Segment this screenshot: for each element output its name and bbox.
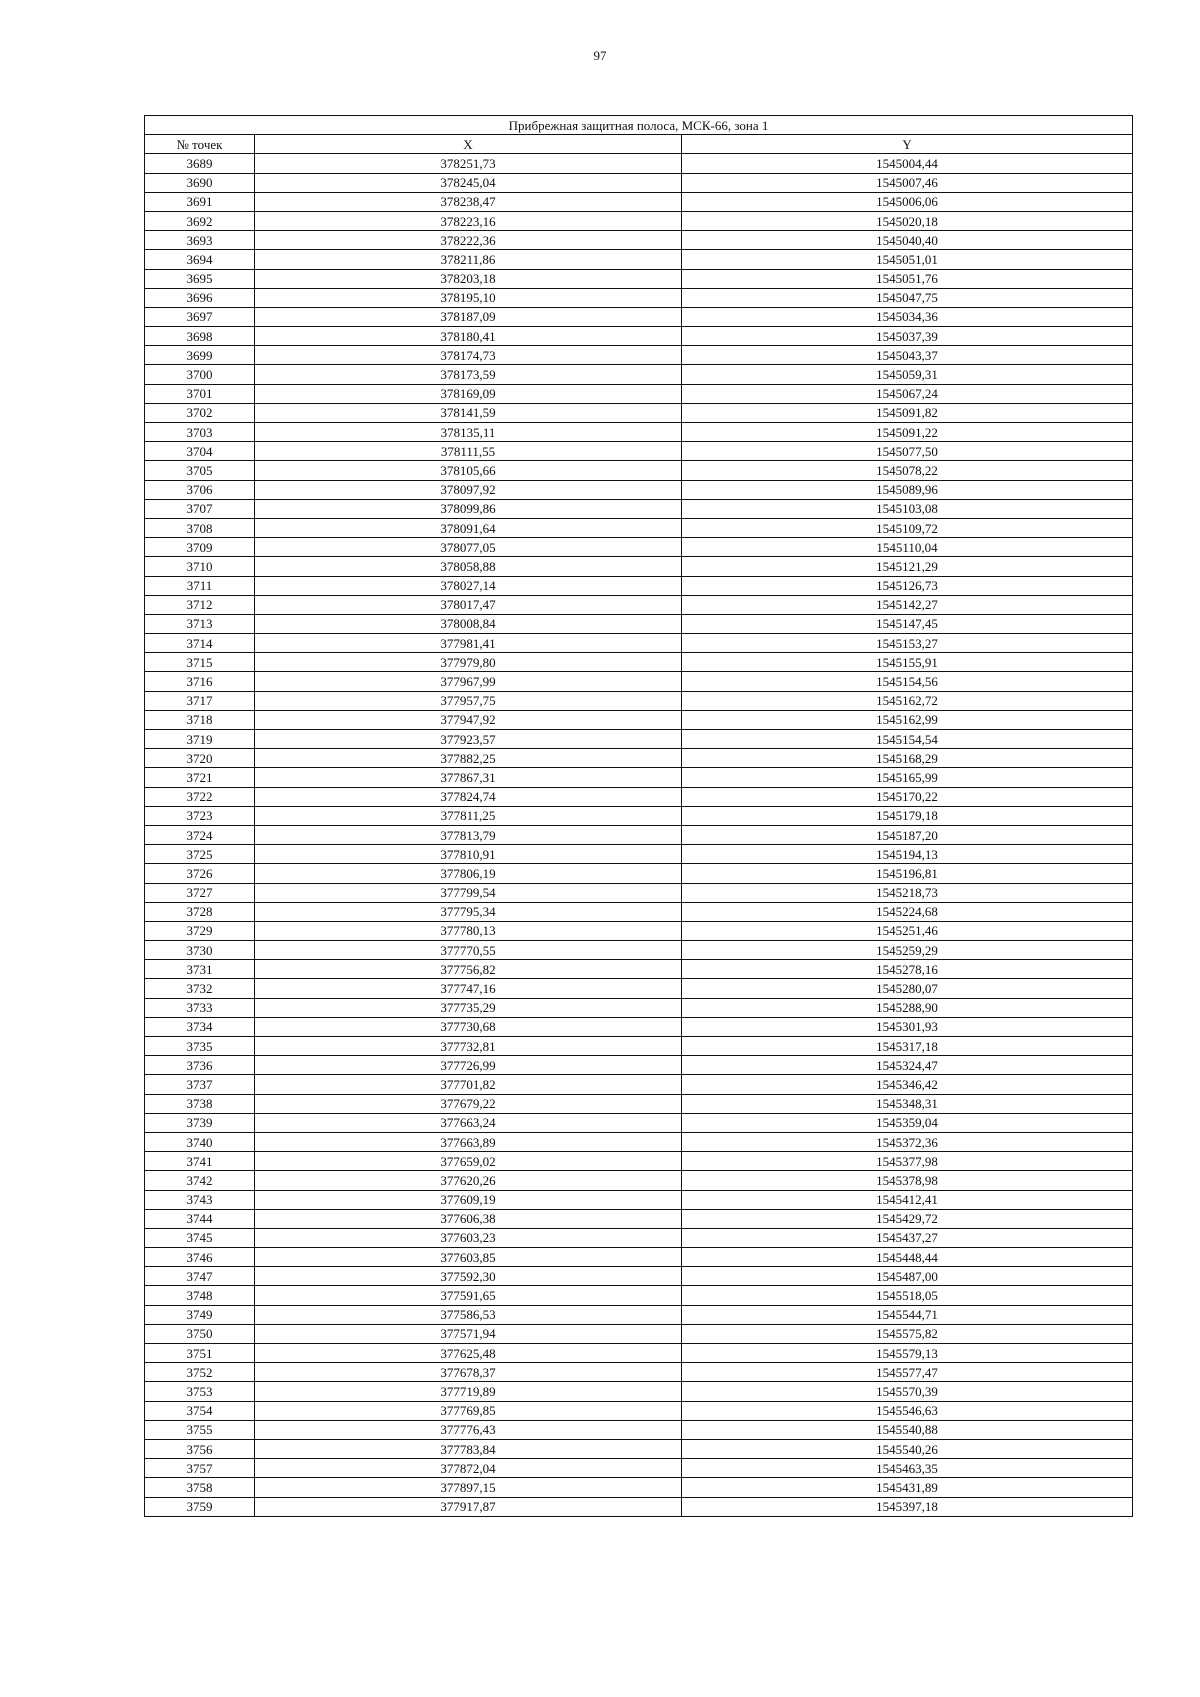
x-coordinate-cell: 377806,19: [255, 864, 682, 883]
table-row: [145, 902, 1133, 921]
point-number-cell: 3709: [145, 538, 255, 557]
x-coordinate-cell: 377776,43: [255, 1420, 682, 1439]
column-header-x: X: [255, 135, 682, 154]
x-coordinate-cell: 378222,36: [255, 231, 682, 250]
x-coordinate-cell: 377813,79: [255, 825, 682, 844]
point-number-cell: 3710: [145, 557, 255, 576]
table-row: [145, 211, 1133, 230]
y-coordinate-cell: 1545196,81: [682, 864, 1133, 883]
point-number-cell: 3750: [145, 1324, 255, 1343]
table-row: [145, 710, 1133, 729]
y-coordinate-cell: 1545348,31: [682, 1094, 1133, 1113]
point-number-cell: 3690: [145, 173, 255, 192]
x-coordinate-cell: 377747,16: [255, 979, 682, 998]
point-number-cell: 3699: [145, 346, 255, 365]
point-number-cell: 3704: [145, 442, 255, 461]
table-row: [145, 1017, 1133, 1036]
x-coordinate-cell: 377620,26: [255, 1171, 682, 1190]
table-row: [145, 960, 1133, 979]
point-number-cell: 3730: [145, 941, 255, 960]
x-coordinate-cell: 378091,64: [255, 518, 682, 537]
x-coordinate-cell: 378195,10: [255, 288, 682, 307]
point-number-cell: 3749: [145, 1305, 255, 1324]
point-number-cell: 3695: [145, 269, 255, 288]
x-coordinate-cell: 378180,41: [255, 327, 682, 346]
x-coordinate-cell: 377981,41: [255, 634, 682, 653]
table-row: [145, 1248, 1133, 1267]
point-number-cell: 3711: [145, 576, 255, 595]
point-number-cell: 3703: [145, 423, 255, 442]
x-coordinate-cell: 377967,99: [255, 672, 682, 691]
y-coordinate-cell: 1545546,63: [682, 1401, 1133, 1420]
table-row: [145, 691, 1133, 710]
table-row: [145, 423, 1133, 442]
point-number-cell: 3717: [145, 691, 255, 710]
y-coordinate-cell: 1545142,27: [682, 595, 1133, 614]
point-number-cell: 3715: [145, 653, 255, 672]
y-coordinate-cell: 1545346,42: [682, 1075, 1133, 1094]
y-coordinate-cell: 1545575,82: [682, 1324, 1133, 1343]
point-number-cell: 3718: [145, 710, 255, 729]
y-coordinate-cell: 1545078,22: [682, 461, 1133, 480]
y-coordinate-cell: 1545043,37: [682, 346, 1133, 365]
table-row: [145, 365, 1133, 384]
table-row: [145, 1228, 1133, 1247]
table-row: [145, 518, 1133, 537]
table-row: [145, 346, 1133, 365]
point-number-cell: 3753: [145, 1382, 255, 1401]
y-coordinate-cell: 1545540,88: [682, 1420, 1133, 1439]
table-row: [145, 1344, 1133, 1363]
table-row: [145, 1056, 1133, 1075]
x-coordinate-cell: 377917,87: [255, 1497, 682, 1516]
point-number-cell: 3758: [145, 1478, 255, 1497]
table-row: [145, 806, 1133, 825]
y-coordinate-cell: 1545377,98: [682, 1152, 1133, 1171]
point-number-cell: 3734: [145, 1017, 255, 1036]
coordinates-table: [144, 115, 1133, 1517]
table-row: [145, 250, 1133, 269]
y-coordinate-cell: 1545091,82: [682, 403, 1133, 422]
point-number-cell: 3742: [145, 1171, 255, 1190]
point-number-cell: 3713: [145, 614, 255, 633]
y-coordinate-cell: 1545194,13: [682, 845, 1133, 864]
x-coordinate-cell: 377663,89: [255, 1132, 682, 1151]
y-coordinate-cell: 1545301,93: [682, 1017, 1133, 1036]
x-coordinate-cell: 377783,84: [255, 1439, 682, 1458]
x-coordinate-cell: 378238,47: [255, 192, 682, 211]
point-number-cell: 3722: [145, 787, 255, 806]
point-number-cell: 3736: [145, 1056, 255, 1075]
y-coordinate-cell: 1545251,46: [682, 921, 1133, 940]
y-coordinate-cell: 1545359,04: [682, 1113, 1133, 1132]
point-number-cell: 3739: [145, 1113, 255, 1132]
point-number-cell: 3748: [145, 1286, 255, 1305]
table-row: [145, 787, 1133, 806]
x-coordinate-cell: 377603,23: [255, 1228, 682, 1247]
point-number-cell: 3702: [145, 403, 255, 422]
point-number-cell: 3719: [145, 730, 255, 749]
table-row: [145, 403, 1133, 422]
x-coordinate-cell: 378187,09: [255, 307, 682, 326]
y-coordinate-cell: 1545020,18: [682, 211, 1133, 230]
point-number-cell: 3689: [145, 154, 255, 173]
table-row: [145, 614, 1133, 633]
y-coordinate-cell: 1545218,73: [682, 883, 1133, 902]
table-row: [145, 173, 1133, 192]
y-coordinate-cell: 1545577,47: [682, 1363, 1133, 1382]
table-row: [145, 327, 1133, 346]
table-row: [145, 461, 1133, 480]
point-number-cell: 3732: [145, 979, 255, 998]
y-coordinate-cell: 1545059,31: [682, 365, 1133, 384]
table-row: [145, 1439, 1133, 1458]
y-coordinate-cell: 1545051,76: [682, 269, 1133, 288]
y-coordinate-cell: 1545091,22: [682, 423, 1133, 442]
x-coordinate-cell: 377591,65: [255, 1286, 682, 1305]
y-coordinate-cell: 1545051,01: [682, 250, 1133, 269]
x-coordinate-cell: 377769,85: [255, 1401, 682, 1420]
y-coordinate-cell: 1545431,89: [682, 1478, 1133, 1497]
point-number-cell: 3697: [145, 307, 255, 326]
x-coordinate-cell: 377663,24: [255, 1113, 682, 1132]
point-number-cell: 3733: [145, 998, 255, 1017]
page-number: 97: [593, 48, 607, 63]
y-coordinate-cell: 1545429,72: [682, 1209, 1133, 1228]
table-row: [145, 845, 1133, 864]
table-row: [145, 730, 1133, 749]
table-row: [145, 1267, 1133, 1286]
x-coordinate-cell: 377811,25: [255, 806, 682, 825]
x-coordinate-cell: 378008,84: [255, 614, 682, 633]
table-row: [145, 1459, 1133, 1478]
point-number-cell: 3727: [145, 883, 255, 902]
y-coordinate-cell: 1545579,13: [682, 1344, 1133, 1363]
table-row: [145, 1420, 1133, 1439]
point-number-cell: 3756: [145, 1439, 255, 1458]
x-coordinate-cell: 377882,25: [255, 749, 682, 768]
table-row: [145, 749, 1133, 768]
y-coordinate-cell: 1545378,98: [682, 1171, 1133, 1190]
y-coordinate-cell: 1545147,45: [682, 614, 1133, 633]
point-number-cell: 3694: [145, 250, 255, 269]
y-coordinate-cell: 1545037,39: [682, 327, 1133, 346]
x-coordinate-cell: 377957,75: [255, 691, 682, 710]
table-row: [145, 1478, 1133, 1497]
y-coordinate-cell: 1545007,46: [682, 173, 1133, 192]
table-caption-row: [145, 116, 1133, 135]
point-number-cell: 3696: [145, 288, 255, 307]
x-coordinate-cell: 377756,82: [255, 960, 682, 979]
point-number-cell: 3705: [145, 461, 255, 480]
point-number-cell: 3746: [145, 1248, 255, 1267]
x-coordinate-cell: 377592,30: [255, 1267, 682, 1286]
table-row: [145, 1497, 1133, 1516]
x-coordinate-cell: 377701,82: [255, 1075, 682, 1094]
x-coordinate-cell: 377780,13: [255, 921, 682, 940]
x-coordinate-cell: 378174,73: [255, 346, 682, 365]
y-coordinate-cell: 1545162,99: [682, 710, 1133, 729]
x-coordinate-cell: 377795,34: [255, 902, 682, 921]
table-row: [145, 1382, 1133, 1401]
table-row: [145, 941, 1133, 960]
table-row: [145, 1113, 1133, 1132]
y-coordinate-cell: 1545034,36: [682, 307, 1133, 326]
x-coordinate-cell: 377678,37: [255, 1363, 682, 1382]
y-coordinate-cell: 1545109,72: [682, 518, 1133, 537]
x-coordinate-cell: 378245,04: [255, 173, 682, 192]
table-row: [145, 480, 1133, 499]
y-coordinate-cell: 1545047,75: [682, 288, 1133, 307]
point-number-cell: 3707: [145, 499, 255, 518]
point-number-cell: 3726: [145, 864, 255, 883]
table-row: [145, 384, 1133, 403]
point-number-cell: 3745: [145, 1228, 255, 1247]
y-coordinate-cell: 1545179,18: [682, 806, 1133, 825]
table-row: [145, 1037, 1133, 1056]
x-coordinate-cell: 377719,89: [255, 1382, 682, 1401]
table-row: [145, 998, 1133, 1017]
point-number-cell: 3706: [145, 480, 255, 499]
x-coordinate-cell: 378099,86: [255, 499, 682, 518]
y-coordinate-cell: 1545518,05: [682, 1286, 1133, 1305]
y-coordinate-cell: 1545121,29: [682, 557, 1133, 576]
y-coordinate-cell: 1545077,50: [682, 442, 1133, 461]
x-coordinate-cell: 378027,14: [255, 576, 682, 595]
table-header-row: [145, 135, 1133, 154]
x-coordinate-cell: 377897,15: [255, 1478, 682, 1497]
x-coordinate-cell: 377979,80: [255, 653, 682, 672]
x-coordinate-cell: 377625,48: [255, 1344, 682, 1363]
table-row: [145, 825, 1133, 844]
x-coordinate-cell: 377810,91: [255, 845, 682, 864]
point-number-cell: 3740: [145, 1132, 255, 1151]
y-coordinate-cell: 1545155,91: [682, 653, 1133, 672]
point-number-cell: 3716: [145, 672, 255, 691]
table-row: [145, 1286, 1133, 1305]
table-row: [145, 768, 1133, 787]
point-number-cell: 3737: [145, 1075, 255, 1094]
x-coordinate-cell: 378211,86: [255, 250, 682, 269]
table-row: [145, 538, 1133, 557]
table-row: [145, 634, 1133, 653]
y-coordinate-cell: 1545448,44: [682, 1248, 1133, 1267]
point-number-cell: 3725: [145, 845, 255, 864]
y-coordinate-cell: 1545544,71: [682, 1305, 1133, 1324]
x-coordinate-cell: 377659,02: [255, 1152, 682, 1171]
point-number-cell: 3708: [145, 518, 255, 537]
table-row: [145, 1171, 1133, 1190]
y-coordinate-cell: 1545168,29: [682, 749, 1133, 768]
table-row: [145, 576, 1133, 595]
x-coordinate-cell: 377770,55: [255, 941, 682, 960]
x-coordinate-cell: 378105,66: [255, 461, 682, 480]
point-number-cell: 3712: [145, 595, 255, 614]
point-number-cell: 3728: [145, 902, 255, 921]
y-coordinate-cell: 1545288,90: [682, 998, 1133, 1017]
y-coordinate-cell: 1545224,68: [682, 902, 1133, 921]
table-row: [145, 1094, 1133, 1113]
y-coordinate-cell: 1545162,72: [682, 691, 1133, 710]
y-coordinate-cell: 1545187,20: [682, 825, 1133, 844]
table-row: [145, 1075, 1133, 1094]
y-coordinate-cell: 1545154,54: [682, 730, 1133, 749]
table-row: [145, 1190, 1133, 1209]
point-number-cell: 3757: [145, 1459, 255, 1478]
column-header-y: Y: [682, 135, 1133, 154]
x-coordinate-cell: 377571,94: [255, 1324, 682, 1343]
point-number-cell: 3752: [145, 1363, 255, 1382]
point-number-cell: 3714: [145, 634, 255, 653]
table-row: [145, 1132, 1133, 1151]
x-coordinate-cell: 377679,22: [255, 1094, 682, 1113]
x-coordinate-cell: 378141,59: [255, 403, 682, 422]
x-coordinate-cell: 377730,68: [255, 1017, 682, 1036]
table-row: [145, 154, 1133, 173]
point-number-cell: 3751: [145, 1344, 255, 1363]
x-coordinate-cell: 377603,85: [255, 1248, 682, 1267]
x-coordinate-cell: 377867,31: [255, 768, 682, 787]
y-coordinate-cell: 1545570,39: [682, 1382, 1133, 1401]
table-row: [145, 442, 1133, 461]
x-coordinate-cell: 377606,38: [255, 1209, 682, 1228]
y-coordinate-cell: 1545540,26: [682, 1439, 1133, 1458]
point-number-cell: 3692: [145, 211, 255, 230]
table-row: [145, 1401, 1133, 1420]
x-coordinate-cell: 378111,55: [255, 442, 682, 461]
table-row: [145, 288, 1133, 307]
table-row: [145, 883, 1133, 902]
point-number-cell: 3735: [145, 1037, 255, 1056]
y-coordinate-cell: 1545412,41: [682, 1190, 1133, 1209]
y-coordinate-cell: 1545278,16: [682, 960, 1133, 979]
y-coordinate-cell: 1545317,18: [682, 1037, 1133, 1056]
y-coordinate-cell: 1545126,73: [682, 576, 1133, 595]
table-row: [145, 269, 1133, 288]
y-coordinate-cell: 1545324,47: [682, 1056, 1133, 1075]
y-coordinate-cell: 1545463,35: [682, 1459, 1133, 1478]
y-coordinate-cell: 1545040,40: [682, 231, 1133, 250]
point-number-cell: 3701: [145, 384, 255, 403]
point-number-cell: 3754: [145, 1401, 255, 1420]
x-coordinate-cell: 378017,47: [255, 595, 682, 614]
x-coordinate-cell: 377735,29: [255, 998, 682, 1017]
x-coordinate-cell: 377799,54: [255, 883, 682, 902]
table-row: [145, 672, 1133, 691]
x-coordinate-cell: 378203,18: [255, 269, 682, 288]
point-number-cell: 3747: [145, 1267, 255, 1286]
table-row: [145, 979, 1133, 998]
table-row: [145, 192, 1133, 211]
point-number-cell: 3721: [145, 768, 255, 787]
y-coordinate-cell: 1545165,99: [682, 768, 1133, 787]
y-coordinate-cell: 1545067,24: [682, 384, 1133, 403]
x-coordinate-cell: 377609,19: [255, 1190, 682, 1209]
y-coordinate-cell: 1545437,27: [682, 1228, 1133, 1247]
y-coordinate-cell: 1545280,07: [682, 979, 1133, 998]
y-coordinate-cell: 1545259,29: [682, 941, 1133, 960]
x-coordinate-cell: 377726,99: [255, 1056, 682, 1075]
y-coordinate-cell: 1545110,04: [682, 538, 1133, 557]
table-row: [145, 921, 1133, 940]
x-coordinate-cell: 377586,53: [255, 1305, 682, 1324]
point-number-cell: 3693: [145, 231, 255, 250]
x-coordinate-cell: 378173,59: [255, 365, 682, 384]
x-coordinate-cell: 378058,88: [255, 557, 682, 576]
table-row: [145, 231, 1133, 250]
point-number-cell: 3720: [145, 749, 255, 768]
point-number-cell: 3755: [145, 1420, 255, 1439]
point-number-cell: 3691: [145, 192, 255, 211]
point-number-cell: 3743: [145, 1190, 255, 1209]
x-coordinate-cell: 377947,92: [255, 710, 682, 729]
x-coordinate-cell: 378097,92: [255, 480, 682, 499]
y-coordinate-cell: 1545170,22: [682, 787, 1133, 806]
column-header-point-number: № точек: [145, 135, 255, 154]
point-number-cell: 3731: [145, 960, 255, 979]
x-coordinate-cell: 377732,81: [255, 1037, 682, 1056]
table-row: [145, 864, 1133, 883]
y-coordinate-cell: 1545006,06: [682, 192, 1133, 211]
point-number-cell: 3744: [145, 1209, 255, 1228]
point-number-cell: 3729: [145, 921, 255, 940]
table-row: [145, 1363, 1133, 1382]
x-coordinate-cell: 378169,09: [255, 384, 682, 403]
point-number-cell: 3759: [145, 1497, 255, 1516]
y-coordinate-cell: 1545397,18: [682, 1497, 1133, 1516]
y-coordinate-cell: 1545089,96: [682, 480, 1133, 499]
point-number-cell: 3698: [145, 327, 255, 346]
y-coordinate-cell: 1545154,56: [682, 672, 1133, 691]
point-number-cell: 3741: [145, 1152, 255, 1171]
table-row: [145, 1209, 1133, 1228]
point-number-cell: 3700: [145, 365, 255, 384]
table-row: [145, 653, 1133, 672]
x-coordinate-cell: 377872,04: [255, 1459, 682, 1478]
point-number-cell: 3738: [145, 1094, 255, 1113]
point-number-cell: 3724: [145, 825, 255, 844]
y-coordinate-cell: 1545153,27: [682, 634, 1133, 653]
y-coordinate-cell: 1545487,00: [682, 1267, 1133, 1286]
table-row: [145, 307, 1133, 326]
table-row: [145, 595, 1133, 614]
point-number-cell: 3723: [145, 806, 255, 825]
x-coordinate-cell: 377824,74: [255, 787, 682, 806]
table-row: [145, 1152, 1133, 1171]
x-coordinate-cell: 378251,73: [255, 154, 682, 173]
y-coordinate-cell: 1545103,08: [682, 499, 1133, 518]
table-caption: Прибрежная защитная полоса, МСК-66, зона 1: [145, 116, 1133, 135]
table-row: [145, 557, 1133, 576]
y-coordinate-cell: 1545004,44: [682, 154, 1133, 173]
y-coordinate-cell: 1545372,36: [682, 1132, 1133, 1151]
x-coordinate-cell: 378077,05: [255, 538, 682, 557]
table-row: [145, 1324, 1133, 1343]
x-coordinate-cell: 378223,16: [255, 211, 682, 230]
x-coordinate-cell: 377923,57: [255, 730, 682, 749]
x-coordinate-cell: 378135,11: [255, 423, 682, 442]
table-row: [145, 1305, 1133, 1324]
table-row: [145, 499, 1133, 518]
